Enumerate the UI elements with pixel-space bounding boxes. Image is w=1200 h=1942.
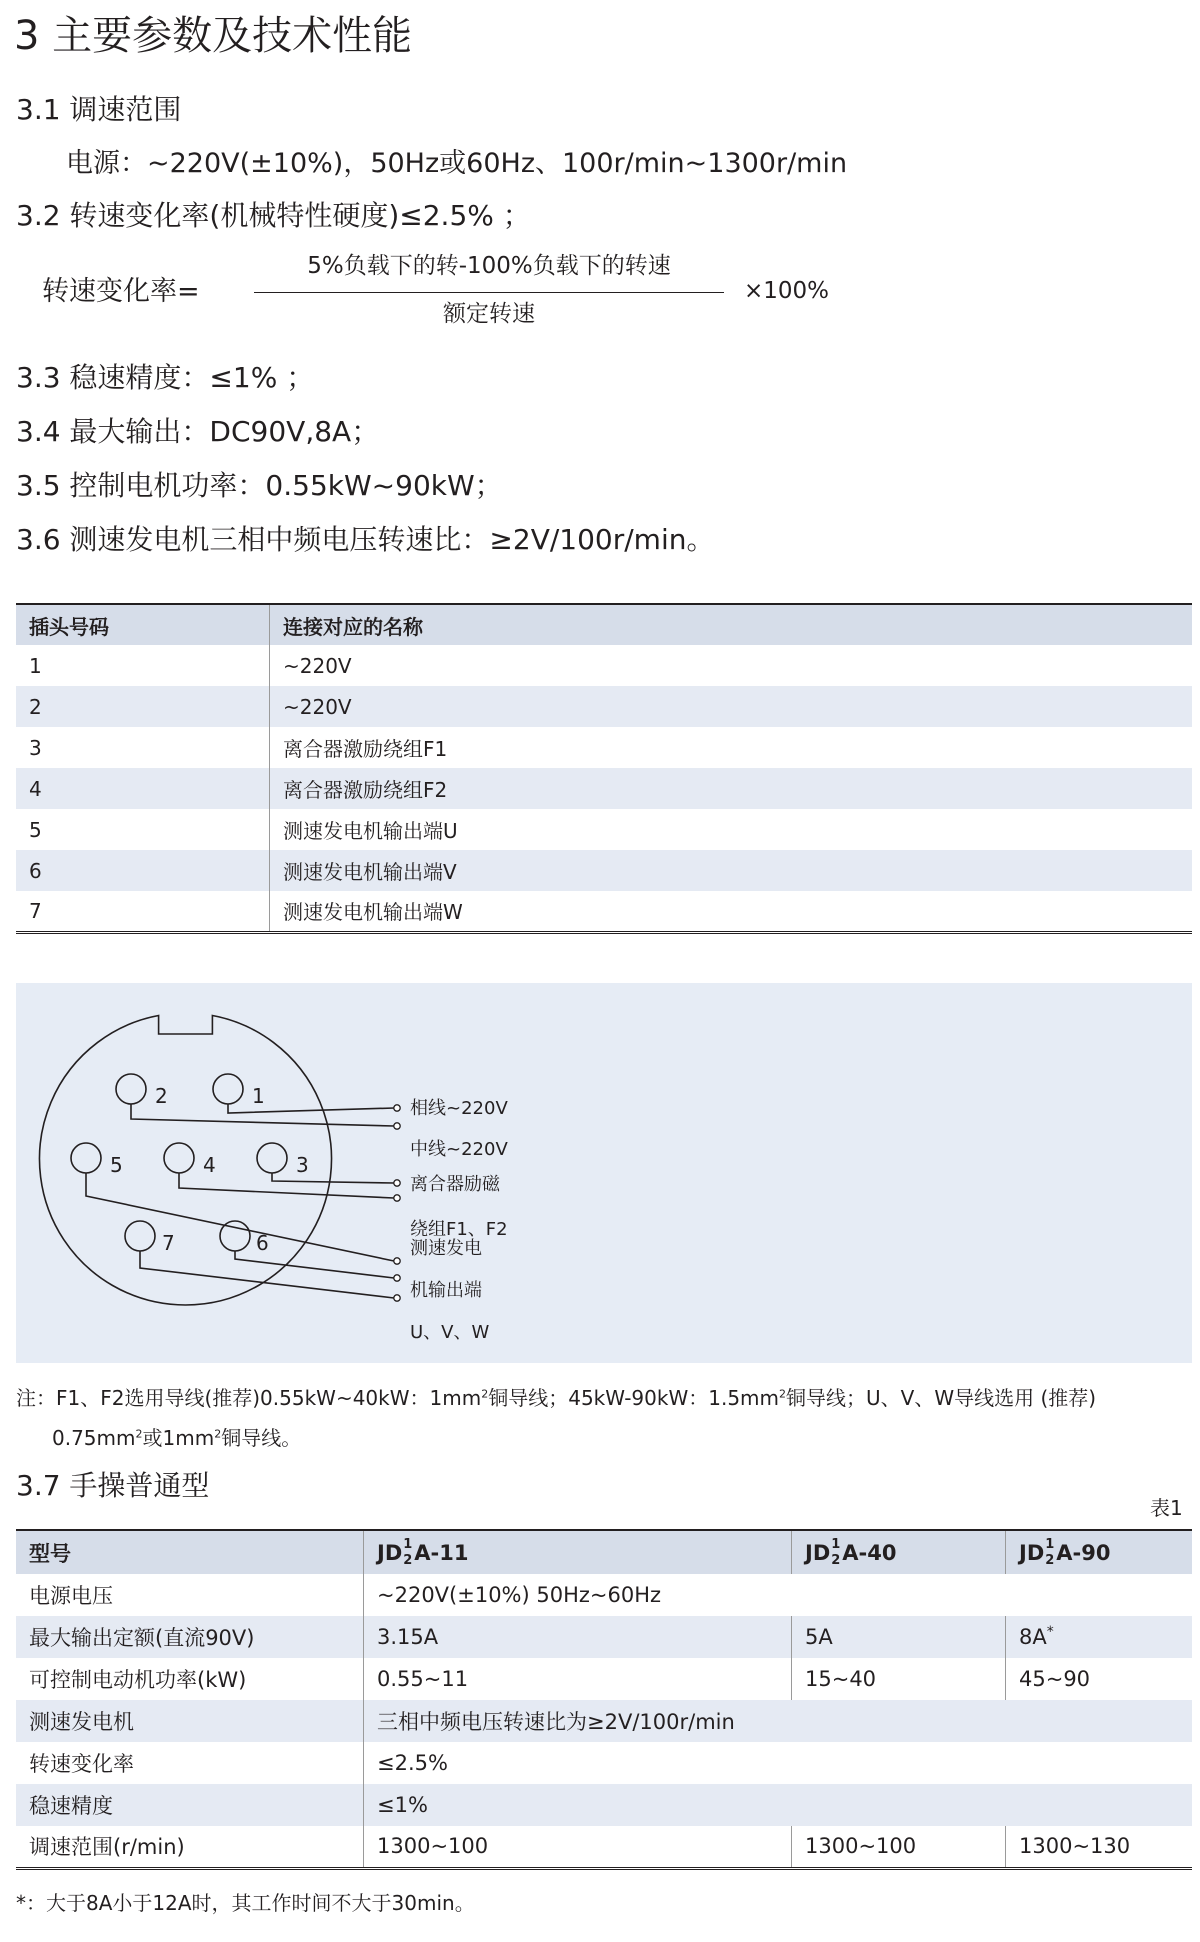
row-label: 电源电压	[29, 1584, 113, 1608]
model-jd2a-11: JD 1 2 A-11	[364, 1530, 792, 1574]
row-label: 调速范围(r/min)	[16, 1826, 364, 1868]
terminal-dot	[394, 1258, 400, 1264]
wire-label: U、V、W	[410, 1322, 490, 1343]
spec-table	[16, 1529, 1192, 1870]
output-value: 8A	[1019, 1625, 1047, 1649]
power-value: ~220V(±10%) 50Hz~60Hz	[364, 1574, 1193, 1616]
row-label: 转速变化率	[29, 1752, 134, 1776]
fraction-bar	[254, 292, 724, 293]
table-row	[16, 1700, 1192, 1742]
pin-cell: 1	[29, 653, 42, 678]
heading-3-1: 3.1 调速范围	[16, 93, 182, 126]
power-range-text: 电源：~220V(±10%)，50Hz或60Hz、100r/min~1300r/min	[66, 148, 848, 179]
table-row	[16, 645, 1192, 686]
name-cell: ~220V	[270, 645, 1193, 686]
pin-number: 1	[252, 1084, 265, 1108]
wire-label: 中线~220V	[410, 1139, 508, 1160]
range-value: 1300~130	[1006, 1826, 1193, 1868]
row-label: 最大输出定额(直流90V)	[29, 1626, 255, 1650]
rate-value: ≤2.5%	[364, 1742, 1193, 1784]
table-row	[16, 809, 1192, 850]
section-title: 3 主要参数及技术性能	[14, 13, 413, 59]
wire	[235, 1251, 394, 1278]
formula-left: 转速变化率=	[42, 276, 200, 307]
wire-note-line2: $0.75mm^2$或$1mm^2$铜导线。	[52, 1426, 302, 1450]
pin-cell: 6	[29, 858, 42, 883]
model-jd2a-90: JD 1 2 A-90	[1006, 1530, 1193, 1574]
range-value: 1300~100	[364, 1826, 792, 1868]
row-label: 可控制电动机功率(kW)	[29, 1668, 247, 1692]
name-cell: 测速发电机输出端W	[270, 891, 1193, 932]
row-label: 稳速精度	[29, 1794, 113, 1818]
terminal-dot	[394, 1105, 400, 1111]
wire	[86, 1173, 394, 1261]
formula-denominator: 额定转速	[443, 301, 535, 327]
precision-value: ≤1%	[364, 1784, 1193, 1826]
motor-value: 15~40	[792, 1658, 1006, 1700]
table-row	[16, 1616, 1192, 1658]
pin-circle	[125, 1221, 155, 1251]
table-row	[16, 727, 1192, 768]
range-value: 1300~100	[792, 1826, 1006, 1868]
heading-3-2: 3.2 转速变化率(机械特性硬度)≤2.5% ；	[16, 199, 531, 232]
table-header-row	[16, 1530, 1192, 1574]
motor-value: 0.55~11	[364, 1658, 792, 1700]
output-value: 5A	[792, 1616, 1006, 1658]
table-row	[16, 1658, 1192, 1700]
name-cell: 离合器激励绕组F2	[270, 768, 1193, 809]
wire-label: 离合器励磁	[410, 1174, 500, 1195]
pin-cell: 7	[16, 891, 270, 932]
connector-table	[16, 603, 1192, 934]
pin-cell: 4	[29, 776, 42, 801]
wire-label: 绕组F1、F2	[410, 1219, 508, 1240]
output-value-cell	[1006, 1616, 1193, 1658]
table-row	[16, 1742, 1192, 1784]
connector-diagram	[16, 983, 1192, 1363]
pin-number: 4	[203, 1153, 216, 1177]
terminal-dot	[394, 1295, 400, 1301]
formula-multiplier: ×100%	[744, 278, 830, 304]
heading-3-7: 3.7 手操普通型	[16, 1469, 210, 1502]
pin-circle	[164, 1143, 194, 1173]
pin-number: 7	[162, 1231, 175, 1255]
pin-cell: 2	[29, 694, 42, 719]
heading-3-4: 3.4 最大输出：DC90V,8A；	[16, 415, 380, 448]
name-cell: 离合器激励绕组F1	[270, 727, 1193, 768]
name-cell: 测速发电机输出端V	[270, 850, 1193, 891]
pin-number: 6	[256, 1231, 269, 1255]
table-row	[16, 891, 1192, 932]
pin-circle	[71, 1143, 101, 1173]
pin-number: 3	[296, 1153, 309, 1177]
heading-3-5: 3.5 控制电机功率：0.55kW~90kW；	[16, 469, 503, 502]
pin-circle	[257, 1143, 287, 1173]
table-row	[16, 686, 1192, 727]
terminal-dot	[394, 1195, 400, 1201]
wire	[140, 1251, 394, 1298]
pin-number: 2	[155, 1084, 168, 1108]
row-label: 测速发电机	[29, 1710, 134, 1734]
motor-value: 45~90	[1006, 1658, 1193, 1700]
terminal-dot	[394, 1275, 400, 1281]
model-jd2a-40: JD 1 2 A-40	[792, 1530, 1006, 1574]
wire	[272, 1173, 394, 1183]
name-cell: 测速发电机输出端U	[270, 809, 1193, 850]
footnote-mark: *	[1046, 1624, 1054, 1640]
name-cell: ~220V	[270, 686, 1193, 727]
table-row	[16, 850, 1192, 891]
terminal-dot	[394, 1123, 400, 1129]
terminal-dot	[394, 1180, 400, 1186]
header-pin: 插头号码	[16, 604, 270, 645]
table-row	[16, 1784, 1192, 1826]
header-model: 型号	[16, 1530, 364, 1574]
table-row	[16, 1826, 1192, 1868]
pin-circle	[213, 1074, 243, 1104]
heading-3-6: 3.6 测速发电机三相中频电压转速比：≥2V/100r/min。	[16, 523, 715, 556]
pin-cell: 5	[29, 817, 42, 842]
table-row	[16, 1574, 1192, 1616]
wire-label: 机输出端	[410, 1280, 482, 1301]
pin-circle	[116, 1074, 146, 1104]
wire-label: 测速发电	[410, 1238, 482, 1259]
pin-number: 5	[110, 1153, 123, 1177]
header-name: 连接对应的名称	[270, 604, 1193, 645]
heading-3-3: 3.3 稳速精度：≤1% ；	[16, 361, 315, 394]
connector-diagram-panel	[16, 983, 1192, 1363]
output-value: 3.15A	[364, 1616, 792, 1658]
pin-cell: 3	[29, 735, 42, 760]
wire-label: 相线~220V	[410, 1098, 508, 1119]
footnote: *：大于8A小于12A时，其工作时间不大于30min。	[16, 1891, 475, 1915]
table-label: 表1	[1150, 1496, 1183, 1520]
formula-numerator: 5%负载下的转-100%负载下的转速	[307, 253, 671, 279]
tacho-value: 三相中频电压转速比为≥2V/100r/min	[364, 1700, 1193, 1742]
connector-outline	[39, 1016, 331, 1306]
table-header-row	[16, 604, 1192, 645]
wire-note-line1: 注：F1、F2选用导线(推荐)0.55kW~40kW：$1mm^2$铜导线；45kW-90kW：$1.5mm^2$铜导线；U、V、W导线选用 (推荐)	[16, 1386, 1097, 1410]
table-row	[16, 768, 1192, 809]
